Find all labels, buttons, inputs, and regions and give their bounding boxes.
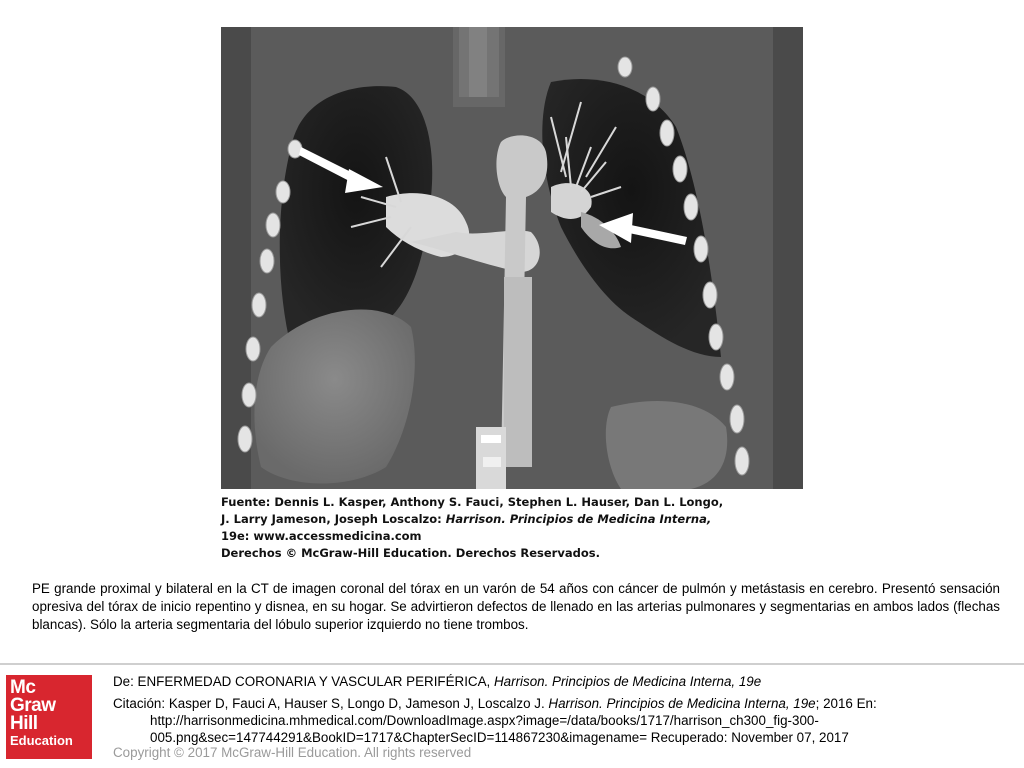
reference-block: [113, 673, 1013, 746]
logo-line-2: Graw: [10, 695, 56, 716]
from-title: Harrison. Principios de Medicina Interna, 19e: [494, 674, 762, 689]
ct-scan-image: [221, 27, 803, 489]
source-line-3: 19e: www.accessmedicina.com: [221, 529, 422, 543]
source-line-4: Derechos © McGraw-Hill Education. Derechos Reservados.: [221, 546, 600, 560]
logo-line-4: Education: [10, 733, 73, 748]
ct-figure: [221, 27, 803, 561]
source-line-1: Fuente: Dennis L. Kasper, Anthony S. Fauci, Stephen L. Hauser, Dan L. Longo,: [221, 495, 724, 509]
citation-url-line-2[interactable]: 005.png&sec=147744291&BookID=1717&ChapterSecID=114867230&imagename= Recuperado: November 07, 2017: [150, 730, 849, 745]
source-line-2: J. Larry Jameson, Joseph Loscalzo: Harrison. Principios de Medicina Interna,: [221, 512, 712, 526]
citation-title: Harrison. Principios de Medicina Interna, 19e: [548, 696, 816, 711]
from-line: De: ENFERMEDAD CORONARIA Y VASCULAR PERIFÉRICA, Harrison. Principios de Medicina Interna, 19e: [113, 674, 762, 689]
citation-line: Citación: Kasper D, Fauci A, Hauser S, Longo D, Jameson J, Loscalzo J. Harrison. Principios de Medicina Interna, 19e; 2016 En:: [113, 696, 877, 711]
copyright-notice: Copyright © 2017 McGraw-Hill Education. All rights reserved: [113, 745, 472, 760]
divider: [0, 663, 1024, 665]
figure-caption: PE grande proximal y bilateral en la CT de imagen coronal del tórax en un varón de 54 años con cáncer de pulmón y metástasis en cerebro. Presentó sensación opresiva del tórax de inicio repentino y disnea, en su hogar. Se advirtieron defectos de llenado en las arterias pulmonares y segmentarias en ambos lados (flechas blancas). Sólo la arteria segmentaria del lóbulo superior izquierdo no tiene trombos.: [32, 581, 1000, 632]
logo-line-1: Mc: [10, 677, 36, 698]
logo-line-3: Hill: [10, 713, 38, 734]
citation-url-line-1[interactable]: http://harrisonmedicina.mhmedical.com/DownloadImage.aspx?image=/data/books/1717/harrison_ch300_fig-300-: [150, 713, 819, 728]
image-source-credit: [221, 489, 803, 561]
source-book-title: Harrison. Principios de Medicina Interna,: [445, 512, 712, 526]
mcgraw-hill-logo: [6, 675, 92, 759]
